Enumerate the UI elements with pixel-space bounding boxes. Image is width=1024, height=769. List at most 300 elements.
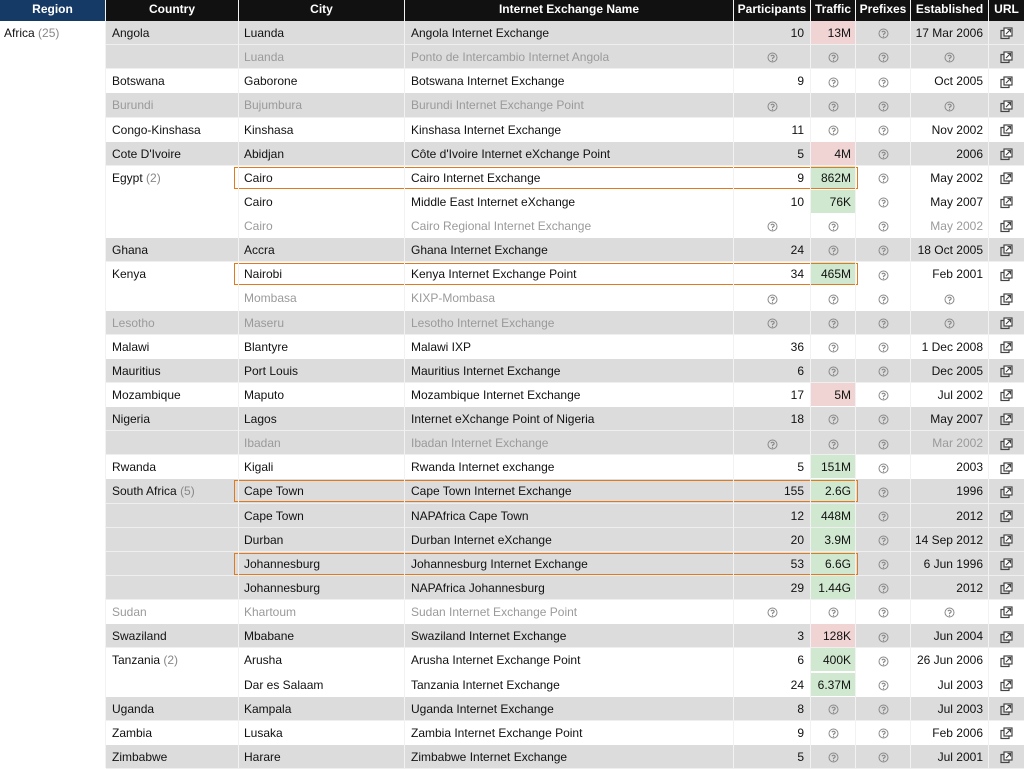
unknown-value-icon <box>878 149 889 160</box>
participants-unknown <box>734 93 810 117</box>
established-cell: Oct 2005 <box>934 74 983 89</box>
established-unknown <box>911 45 988 69</box>
country-count: (2) <box>163 653 179 668</box>
url-cell[interactable] <box>989 311 1024 335</box>
established-cell: Jun 2004 <box>933 629 983 644</box>
city-cell[interactable]: Cairo <box>244 219 273 234</box>
exchange-name-cell[interactable]: NAPAfrica Johannesburg <box>411 580 545 595</box>
prefixes-unknown <box>856 479 910 503</box>
url-cell[interactable] <box>989 335 1024 359</box>
prefixes-unknown <box>856 142 910 166</box>
table-row <box>0 359 1024 383</box>
prefixes-unknown <box>856 504 910 528</box>
exchange-name-cell[interactable]: NAPAfrica Cape Town <box>411 508 529 523</box>
column-separator <box>404 0 405 768</box>
column-separator <box>855 0 856 768</box>
external-link-icon[interactable] <box>1000 679 1013 692</box>
column-separator <box>988 0 989 768</box>
city-cell[interactable]: Luanda <box>244 50 285 65</box>
participants-cell: 5 <box>797 749 804 764</box>
country-cell[interactable] <box>106 648 238 672</box>
url-cell[interactable] <box>989 142 1024 166</box>
unknown-value-icon <box>878 439 889 450</box>
unknown-value-icon <box>828 77 839 88</box>
header-participants[interactable]: Participants <box>734 0 810 21</box>
external-link-icon[interactable] <box>1000 293 1013 306</box>
url-cell[interactable] <box>989 600 1024 624</box>
unknown-value-icon <box>878 704 889 715</box>
unknown-value-icon <box>828 414 839 425</box>
city-cell[interactable]: Lusaka <box>244 725 283 740</box>
traffic-cell: 2.6G <box>824 484 851 499</box>
prefixes-unknown <box>856 745 910 769</box>
unknown-value-icon <box>944 101 955 112</box>
url-cell[interactable] <box>989 166 1024 190</box>
established-unknown <box>911 286 988 310</box>
table-row <box>0 745 1024 769</box>
country-cell[interactable] <box>106 600 238 624</box>
column-separator <box>910 0 911 768</box>
header-traffic[interactable]: Traffic <box>811 0 855 21</box>
external-link-icon[interactable] <box>1000 486 1013 499</box>
table-row <box>0 648 1024 672</box>
traffic-unknown <box>811 600 855 624</box>
unknown-value-icon <box>767 101 778 112</box>
country-cell[interactable] <box>106 166 238 190</box>
exchange-name-cell[interactable]: Côte d'Ivoire Internet eXchange Point <box>411 146 611 161</box>
exchange-name-cell[interactable]: Cairo Regional Internet Exchange <box>411 219 592 234</box>
table-row <box>0 214 1024 238</box>
exchange-name-cell[interactable]: Mauritius Internet Exchange <box>411 363 561 378</box>
country-name: Nigeria <box>112 412 151 427</box>
traffic-cell: 448M <box>820 508 851 523</box>
prefixes-unknown <box>856 166 910 190</box>
url-cell[interactable] <box>989 359 1024 383</box>
exchange-name-cell[interactable]: Kenya Internet Exchange Point <box>411 267 577 282</box>
header-prefixes[interactable]: Prefixes <box>856 0 910 21</box>
city-cell[interactable]: Kinshasa <box>244 122 294 137</box>
table-row <box>0 673 1024 697</box>
prefixes-unknown <box>856 69 910 93</box>
city-cell[interactable]: Arusha <box>244 653 283 668</box>
external-link-icon[interactable] <box>1000 462 1013 475</box>
header-name[interactable]: Internet Exchange Name <box>405 0 733 21</box>
unknown-value-icon <box>878 511 889 522</box>
exchange-name-cell[interactable]: Durban Internet eXchange <box>411 532 552 547</box>
url-cell[interactable] <box>989 624 1024 648</box>
external-link-icon[interactable] <box>1000 534 1013 547</box>
country-cell[interactable] <box>106 479 238 503</box>
table-row <box>0 45 1024 69</box>
table-row <box>0 697 1024 721</box>
unknown-value-icon <box>828 607 839 618</box>
exchange-name-cell[interactable]: Angola Internet Exchange <box>411 26 550 40</box>
unknown-value-icon <box>767 221 778 232</box>
country-cell[interactable] <box>106 721 238 745</box>
url-cell[interactable] <box>989 455 1024 479</box>
traffic-unknown <box>811 118 855 142</box>
unknown-value-icon <box>878 125 889 136</box>
participants-cell: 10 <box>790 194 804 209</box>
traffic-unknown <box>811 335 855 359</box>
city-cell[interactable]: Johannesburg <box>244 580 321 595</box>
external-link-icon[interactable] <box>1000 582 1013 595</box>
external-link-icon[interactable] <box>1000 317 1013 330</box>
country-cell[interactable] <box>106 118 238 142</box>
city-cell[interactable]: Durban <box>244 532 284 547</box>
participants-unknown <box>734 286 810 310</box>
prefixes-unknown <box>856 21 910 45</box>
url-cell[interactable] <box>989 238 1024 262</box>
city-cell[interactable]: Nairobi <box>244 267 283 282</box>
table-row <box>0 286 1024 310</box>
unknown-value-icon <box>878 294 889 305</box>
unknown-value-icon <box>878 173 889 184</box>
established-cell: 14 Sep 2012 <box>914 532 983 547</box>
table-row <box>0 407 1024 431</box>
city-cell[interactable]: Cape Town <box>244 484 304 499</box>
city-cell[interactable]: Mbabane <box>244 629 295 644</box>
traffic-cell: 6.6G <box>824 556 851 571</box>
exchange-name-cell[interactable]: Kinshasa Internet Exchange <box>411 122 562 137</box>
participants-cell: 24 <box>790 677 804 692</box>
country-name: Ghana <box>112 243 149 258</box>
url-cell[interactable] <box>989 93 1024 117</box>
established-cell: Feb 2006 <box>932 725 983 740</box>
table-row <box>0 528 1024 552</box>
country-cell[interactable] <box>106 262 238 286</box>
exchange-name-cell[interactable]: Ponto de Intercambio Internet Angola <box>411 50 610 65</box>
exchange-name-cell[interactable]: Lesotho Internet Exchange <box>411 315 555 330</box>
exchange-name-cell[interactable]: KIXP-Mombasa <box>411 291 496 306</box>
external-link-icon[interactable] <box>1000 438 1013 451</box>
table-row <box>0 311 1024 335</box>
country-cell[interactable] <box>106 697 238 721</box>
country-count: (2) <box>146 170 161 185</box>
country-cell[interactable] <box>106 21 238 45</box>
unknown-value-icon <box>878 414 889 425</box>
url-cell[interactable] <box>989 21 1024 45</box>
url-cell[interactable] <box>989 69 1024 93</box>
traffic-cell: 4M <box>834 146 851 161</box>
external-link-icon[interactable] <box>1000 703 1013 716</box>
city-cell[interactable]: Harare <box>244 749 281 764</box>
highlight-box <box>234 480 858 502</box>
country-cell[interactable] <box>106 745 238 769</box>
prefixes-unknown <box>856 624 910 648</box>
region-name: Africa <box>4 26 35 40</box>
prefixes-unknown <box>856 383 910 407</box>
unknown-value-icon <box>878 390 889 401</box>
prefixes-unknown <box>856 407 910 431</box>
traffic-cell: 151M <box>820 460 851 475</box>
city-cell[interactable]: Dar es Salaam <box>244 677 324 692</box>
city-cell[interactable]: Cape Town <box>244 508 304 523</box>
city-cell[interactable]: Abidjan <box>244 146 285 161</box>
participants-cell: 6 <box>797 363 804 378</box>
established-cell: May 2002 <box>930 219 983 234</box>
url-cell[interactable] <box>989 648 1024 672</box>
unknown-value-icon <box>878 632 889 643</box>
external-link-icon[interactable] <box>1000 558 1013 571</box>
country-name: Kenya <box>112 267 147 282</box>
prefixes-unknown <box>856 648 910 672</box>
country-name: Malawi <box>112 339 150 354</box>
participants-cell: 34 <box>790 267 804 282</box>
external-link-icon[interactable] <box>1000 341 1013 354</box>
unknown-value-icon <box>878 728 889 739</box>
exchange-name-cell[interactable]: Tanzania Internet Exchange <box>411 677 560 692</box>
exchange-name-cell[interactable]: Mozambique Internet Exchange <box>411 387 581 402</box>
country-name: Swaziland <box>112 629 167 644</box>
country-name: Lesotho <box>112 315 155 330</box>
traffic-unknown <box>811 45 855 69</box>
prefixes-unknown <box>856 359 910 383</box>
url-cell[interactable] <box>989 262 1024 286</box>
city-cell[interactable]: Luanda <box>244 26 285 40</box>
participants-cell: 10 <box>790 26 804 40</box>
established-cell: Mar 2002 <box>932 436 983 451</box>
exchange-name-cell[interactable]: Ibadan Internet Exchange <box>411 436 549 451</box>
participants-cell: 8 <box>797 701 804 716</box>
external-link-icon[interactable] <box>1000 365 1013 378</box>
url-cell[interactable] <box>989 214 1024 238</box>
external-link-icon[interactable] <box>1000 172 1013 185</box>
traffic-cell: 1.44G <box>818 580 851 595</box>
established-cell: 26 Jun 2006 <box>916 653 983 668</box>
participants-cell: 3 <box>797 629 804 644</box>
url-cell[interactable] <box>989 697 1024 721</box>
established-cell: 1996 <box>956 484 983 499</box>
prefixes-unknown <box>856 431 910 455</box>
unknown-value-icon <box>944 294 955 305</box>
unknown-value-icon <box>828 245 839 256</box>
table-row <box>0 335 1024 359</box>
url-cell[interactable] <box>989 45 1024 69</box>
participants-cell: 36 <box>790 339 804 354</box>
url-cell[interactable] <box>989 286 1024 310</box>
url-cell[interactable] <box>989 479 1024 503</box>
exchange-name-cell[interactable]: Ghana Internet Exchange <box>411 243 548 258</box>
exchange-name-cell[interactable]: Cairo Internet Exchange <box>411 170 541 185</box>
established-cell: 2006 <box>956 146 983 161</box>
url-cell[interactable] <box>989 383 1024 407</box>
traffic-cell: 400K <box>822 653 851 668</box>
participants-cell: 9 <box>797 725 804 740</box>
prefixes-unknown <box>856 552 910 576</box>
prefixes-unknown <box>856 673 910 697</box>
unknown-value-icon <box>878 28 889 39</box>
external-link-icon[interactable] <box>1000 76 1013 89</box>
country-name: Uganda <box>112 701 155 716</box>
established-cell: 6 Jun 1996 <box>923 556 983 571</box>
participants-cell: 5 <box>797 146 804 161</box>
country-name: Congo-Kinshasa <box>112 122 201 137</box>
unknown-value-icon <box>878 487 889 498</box>
participants-cell: 9 <box>797 74 804 89</box>
city-cell[interactable]: Johannesburg <box>244 556 321 571</box>
header-region[interactable]: Region <box>0 0 105 21</box>
city-cell[interactable]: Bujumbura <box>244 98 303 113</box>
external-link-icon[interactable] <box>1000 220 1013 233</box>
country-count: (5) <box>180 484 195 499</box>
url-cell[interactable] <box>989 528 1024 552</box>
city-cell[interactable]: Mombasa <box>244 291 297 306</box>
exchange-name-cell[interactable]: Sudan Internet Exchange Point <box>411 605 578 620</box>
city-cell[interactable]: Khartoum <box>244 605 297 620</box>
table-row <box>0 576 1024 600</box>
exchange-name-cell[interactable]: Johannesburg Internet Exchange <box>411 556 588 571</box>
external-link-icon[interactable] <box>1000 244 1013 257</box>
url-cell[interactable] <box>989 721 1024 745</box>
participants-cell: 12 <box>790 508 804 523</box>
city-cell[interactable]: Gaborone <box>244 74 298 89</box>
country-name: Sudan <box>112 605 147 620</box>
exchange-name-cell[interactable]: Internet eXchange Point of Nigeria <box>411 412 595 427</box>
unknown-value-icon <box>878 366 889 377</box>
country-cell[interactable] <box>106 455 238 479</box>
url-cell[interactable] <box>989 190 1024 214</box>
header-country[interactable]: Country <box>106 0 238 21</box>
participants-cell: 9 <box>797 170 804 185</box>
unknown-value-icon <box>767 607 778 618</box>
country-cell[interactable] <box>106 407 238 431</box>
url-cell[interactable] <box>989 118 1024 142</box>
prefixes-unknown <box>856 576 910 600</box>
prefixes-unknown <box>856 721 910 745</box>
header-url[interactable]: URL <box>989 0 1024 21</box>
exchange-name-cell[interactable]: Rwanda Internet exchange <box>411 460 555 475</box>
participants-cell: 18 <box>790 412 804 427</box>
country-cell[interactable] <box>106 383 238 407</box>
participants-unknown <box>734 311 810 335</box>
unknown-value-icon <box>878 559 889 570</box>
traffic-unknown <box>811 238 855 262</box>
external-link-icon[interactable] <box>1000 100 1013 113</box>
table-row <box>0 21 1024 45</box>
country-cell[interactable] <box>106 311 238 335</box>
city-cell[interactable]: Kigali <box>244 460 274 475</box>
exchange-name-cell[interactable]: Malawi IXP <box>411 339 472 354</box>
unknown-value-icon <box>878 535 889 546</box>
city-cell[interactable]: Cairo <box>244 194 273 209</box>
highlight-box <box>234 167 858 189</box>
established-cell: 17 Mar 2006 <box>915 26 983 40</box>
url-cell[interactable] <box>989 431 1024 455</box>
exchange-name-cell[interactable]: Cape Town Internet Exchange <box>411 484 572 499</box>
external-link-icon[interactable] <box>1000 655 1013 668</box>
country-cell[interactable] <box>106 335 238 359</box>
established-cell: 18 Oct 2005 <box>917 243 983 258</box>
established-cell: May 2007 <box>930 194 983 209</box>
url-cell[interactable] <box>989 745 1024 769</box>
external-link-icon[interactable] <box>1000 27 1013 40</box>
url-cell[interactable] <box>989 673 1024 697</box>
url-cell[interactable] <box>989 576 1024 600</box>
external-link-icon[interactable] <box>1000 124 1013 137</box>
prefixes-unknown <box>856 335 910 359</box>
traffic-cell: 3.9M <box>824 532 851 547</box>
exchange-name-cell[interactable]: Zambia Internet Exchange Point <box>411 725 583 740</box>
table-row <box>0 190 1024 214</box>
external-link-icon[interactable] <box>1000 727 1013 740</box>
external-link-icon[interactable] <box>1000 51 1013 64</box>
city-cell[interactable]: Maputo <box>244 387 285 402</box>
traffic-unknown <box>811 721 855 745</box>
header-city[interactable]: City <box>239 0 404 21</box>
city-cell[interactable]: Port Louis <box>244 363 299 378</box>
established-cell: Jul 2002 <box>937 387 983 402</box>
unknown-value-icon <box>828 125 839 136</box>
url-cell[interactable] <box>989 552 1024 576</box>
exchange-name-cell[interactable]: Uganda Internet Exchange <box>411 701 554 716</box>
country-cell[interactable] <box>106 93 238 117</box>
exchange-name-cell[interactable]: Swaziland Internet Exchange <box>411 629 567 644</box>
exchange-name-cell[interactable]: Arusha Internet Exchange Point <box>411 653 581 668</box>
external-link-icon[interactable] <box>1000 196 1013 209</box>
unknown-value-icon <box>944 318 955 329</box>
city-cell[interactable]: Kampala <box>244 701 292 716</box>
city-cell[interactable]: Accra <box>244 243 275 258</box>
exchange-name-cell[interactable]: Zimbabwe Internet Exchange <box>411 749 568 764</box>
table-row <box>0 69 1024 93</box>
traffic-unknown <box>811 93 855 117</box>
unknown-value-icon <box>767 294 778 305</box>
external-link-icon[interactable] <box>1000 606 1013 619</box>
city-cell[interactable]: Lagos <box>244 412 277 427</box>
unknown-value-icon <box>828 439 839 450</box>
external-link-icon[interactable] <box>1000 631 1013 644</box>
city-cell[interactable]: Maseru <box>244 315 285 330</box>
url-cell[interactable] <box>989 504 1024 528</box>
country-name: Burundi <box>112 98 154 113</box>
external-link-icon[interactable] <box>1000 148 1013 161</box>
country-cell[interactable] <box>106 359 238 383</box>
city-cell[interactable]: Blantyre <box>244 339 289 354</box>
country-cell[interactable] <box>106 69 238 93</box>
external-link-icon[interactable] <box>1000 751 1013 764</box>
header-established[interactable]: Established <box>911 0 988 21</box>
traffic-unknown <box>811 359 855 383</box>
region-count: (25) <box>38 26 60 40</box>
url-cell[interactable] <box>989 407 1024 431</box>
established-cell: Jul 2003 <box>937 677 983 692</box>
external-link-icon[interactable] <box>1000 389 1013 402</box>
prefixes-unknown <box>856 238 910 262</box>
prefixes-unknown <box>856 45 910 69</box>
city-cell[interactable]: Ibadan <box>244 436 281 451</box>
exchange-name-cell[interactable]: Botswana Internet Exchange <box>411 74 565 89</box>
established-cell: Nov 2002 <box>931 122 983 137</box>
external-link-icon[interactable] <box>1000 510 1013 523</box>
table-row <box>0 238 1024 262</box>
external-link-icon[interactable] <box>1000 269 1013 282</box>
city-cell[interactable]: Cairo <box>244 170 273 185</box>
participants-cell: 5 <box>797 460 804 475</box>
prefixes-unknown <box>856 190 910 214</box>
participants-cell: 6 <box>797 653 804 668</box>
country-cell[interactable] <box>106 142 238 166</box>
exchange-name-cell[interactable]: Burundi Internet Exchange Point <box>411 98 584 113</box>
participants-cell: 24 <box>790 243 804 258</box>
exchange-name-cell[interactable]: Middle East Internet eXchange <box>411 194 576 209</box>
external-link-icon[interactable] <box>1000 413 1013 426</box>
country-cell[interactable] <box>106 624 238 648</box>
unknown-value-icon <box>878 101 889 112</box>
unknown-value-icon <box>878 197 889 208</box>
country-cell[interactable] <box>106 238 238 262</box>
unknown-value-icon <box>828 101 839 112</box>
